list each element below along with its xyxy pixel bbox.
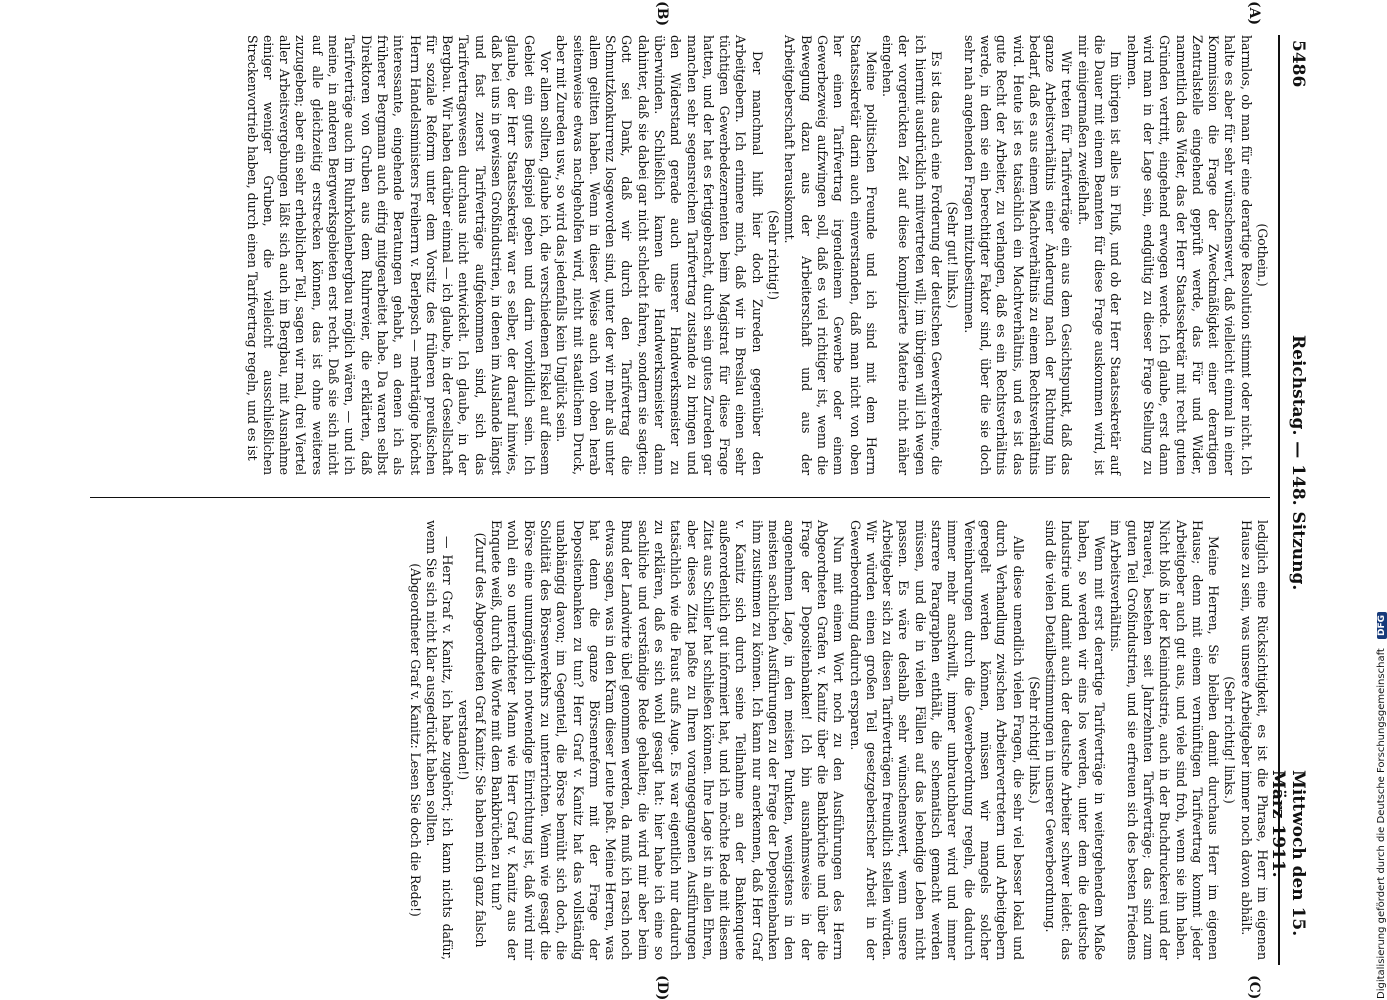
interjection: (Abgeordneter Graf v. Kanitz: Lesen Sie doch die Rede!) bbox=[407, 563, 423, 917]
paragraph: Alle diese unendlich vielen Fragen, die sehr viel besser lokal und durch Verhandlung zwischen Arbeitervertretern und Arbeitgebern geregelt werden können, müssen wir mangels solcher Vereinbarungen durch die Gewerbeordnung regeln, die dadurch immer mehr anschwillt, immer unbrauchbarer wird und immer starrere Paragraphen enthält, die schematisch gemacht werden müssen, und die in vielen Fällen auf das lebendige Leben nicht passen. Es wäre deshalb sehr wünschenswert, wenn unsere Arbeitgeber sich zu diesen Tarifverträgen freundlich stellen würden. Wir würden einen großen Teil gesetzgeberischer Arbeit in der Gewerbeordnung dadurch ersparen. bbox=[847, 520, 1026, 960]
paragraph: Im übrigen ist alles in Fluß, und ob der Herr Staatssekretär auf die Dauer mit einem Beamten für diese Frage auskommen wird, ist mir einigermaßen zweifelhaft. bbox=[1075, 35, 1124, 475]
paragraph: Der manchmal hilft hier doch Zureden gegenüber den Arbeitgebern. Ich erinnere mich, daß wir in Breslau einen sehr tüchtigen Gewerbedezernenten beim Magistrat für diese Frage hatten, und der hat es fertiggebracht, durch sein gutes Zureden gar manchen sehr segensreichen Tarifvertrag zustande zu bringen und den Widerstand gerade auch unserer Handwerksmeister zu überwinden. Schließlich kamen die Handwerksmeister dann dahinter, daß sie dabei gar nicht schlecht fahren, sondern sie sagten: Gott sei Dank, daß wir durch den Tarifvertrag die Schmutzkonkurrenz losgeworden sind, unter der wir mehr als unter allem gelitten haben. Wenn in dieser Weise auch von oben herab seitenweise etwas nachgeholfen wird, nicht mit staatlichem Druck, aber mit Zureden usw., so wird das jedenfalls kein Unglück sein. bbox=[554, 35, 765, 475]
column-divider bbox=[90, 497, 1270, 498]
interjection: (Sehr richtig!) bbox=[766, 210, 782, 300]
header-rule bbox=[1278, 35, 1280, 965]
funding-note bbox=[1376, 612, 1387, 999]
paragraph: lediglich eine Rücksichtigkeit, es ist die Phrase, Herr im eigenen Hause zu sein, was unsere Arbeitgeber immer noch davon abhält. bbox=[1238, 520, 1270, 960]
speaker-label: (Gothein.) bbox=[1255, 223, 1270, 287]
paragraph: Meine politischen Freunde und ich sind mit dem Herrn Staatssekretär darin auch einverstanden, daß man nicht von oben her einen Tarifvertrag irgendeinem Gewerbe oder einem Gewerbezweig aufzwingen soll, daß es viel richtiger ist, wenn die Bewegung dazu aus der Arbeiterschaft und aus der Arbeitgeberschaft herauskommt. bbox=[782, 35, 879, 475]
paragraph: Nun mit einem Wort noch zu den Ausführungen des Herrn Abgeordneten Grafen v. Kanitz über die Bankbrüche und über die Frage der Depositenbanken! Ich bin ausnahmsweise in der angenehmen Lage, in den meisten Punkten, wenigstens in den meisten sachlichen Ausführungen zu der Frage der Depositenbanken ihm zustimmen zu können. Ich kann nur anerkennen, daß Herr Graf v. Kanitz sich durch seine Teilnahme an der Bankenquete außerordentlich gut informiert hat, und ich möchte Rede mit diesem Zitat aus Schiller hat schließen können. Ihre Lage ist in allen Ehren, aber dieses Zitat paßte zu Ihren vorangegangenen Ausführungen tatsächlich wie die Faust aufs Auge. Es war eigentlich nur dadurch zu erklären, daß es sich wohl gesagt hat: hier habe ich eine so sachliche und verständige Rede gehalten; die wird mir aber beim Bund der Landwirte übel genommen werden, da muß ich rasch noch etwas sagen, was in den Kram dieser Leute paßt. Meine Herren, was hat denn die ganze Börsenreform mit der Frage der Depositenbanken zu tun? Herr Graf v. Kanitz hat das vollständig unabhängig davon; im Gegenteil, die Börse bemüht sich doch, die Solidität des Börsenverkehrs zu unterrichten. Wenn wie gesagt die Börse eine unumgänglich notwendige Einrichtung ist, daß wird mir wohl ein so unterrichteter Mann wie Herr Graf v. Kanitz aus der Enquete weiß, durch die Worte mit dem Bankbrüchen zu tun? bbox=[489, 520, 847, 960]
paragraph: Vor allem sollten, glaube ich, die verschiedenen Fiskel auf diesem Gebiet ein gutes Beispiel geben und darin vorbildlich sein. Ich glaube, der Herr Staatssekretär war es selber, der darauf hinwies, daß bei uns in gewissen Großindustrien, in denen im Auslande längst und fast zuerst Tarifverträge aufgekommen sind, sich das Tarifvertragswesen durchaus nicht entwickelt. Ich glaube, in der Bergbau. Wir haben darüber einmal — ich glaube, in der Gesellschaft für soziale Reform unter dem Vorsitz des früheren preußischen Herrn Handelsministers Freiherrn v. Berlepsch — mehrtägige höchst interessante, eingehende Beratungen gehabt, an denen ich als früherer Bergmann auch eifrig mitgearbeitet habe. Da waren selbst Direktoren von Gruben aus dem Ruhrrevier, die erklärten, daß Tarifverträge auch im Ruhrkohlenbergbau möglich wären, — und ich meine, in anderen Bergwerksgebieten erst recht. Daß sie sich nicht auf alle gleichzeitig erstrecken können, das ist ohne weiteres zuzugeben; aber ein sehr erheblicher Teil, sagen wir mal, drei Viertel aller Arbeitsvergebungen läßt sich auch im Bergbau, mit Ausnahme einiger weniger Gruben, die vielleicht ausschließlichen Streckenvortrieb haben, durch einen Tarifvertrag regeln, und es ist bbox=[244, 35, 553, 475]
header-date: Mittwoch den 15. März 1911. bbox=[1268, 770, 1308, 937]
interjection: (Sehr richtig! links.) bbox=[1026, 676, 1042, 804]
interjection: (Sehr gut! links.) bbox=[945, 201, 961, 309]
document-page bbox=[75, 1, 1310, 1000]
right-column bbox=[406, 520, 1270, 960]
paragraph: harmlos, ob man für eine derartige Resolution stimmt oder nicht. Ich halte es aber für sehr wünschenswert, daß vielleicht einmal in einer Kommission die Frage der Zweckmäßigkeit einer derartigen Zentralstelle eingehend geprüft werde, das Für und Wider, namentlich das Wider, das der Herr Staatssekretär mit recht guten Gründen vertritt, eingehend erwogen werde. Ich glaube, erst dann wird man in der Lage sein, endgültig zu dieser Frage Stellung zu nehmen. bbox=[1124, 35, 1254, 475]
margin-mark-d: (D) bbox=[654, 975, 670, 1000]
margin-mark-b: (B) bbox=[654, 1, 670, 27]
page-header bbox=[1268, 35, 1310, 965]
interjection: (Zuruf des Abgeordneten Graf Kanitz: Sie haben mich ganz falsch verstanden!) bbox=[456, 532, 488, 948]
funding-text: Digitalisierung gefördert durch die Deutsche Forschungsgemeinschaft bbox=[1376, 648, 1387, 999]
left-column bbox=[243, 35, 1270, 475]
paragraph: Meine Herren, Sie bleiben damit durchaus Herr im eigenen Hause; denn mit einem vernünftigen Tarifvertrag kommt jeder Arbeitgeber auch gut aus, und viele sind froh, wenn sie ihn haben. Nicht bloß in der Kleinindustrie, auch in der Buchdruckerei und der Brauerei, bestehen seit Jahrzehnten Tarifverträge; das sind zum guten Teil Großindustrien, und sie erfreuen sich des besten Friedens im Arbeitsverhältnis. bbox=[1108, 520, 1222, 960]
dfg-logo-icon: DFG bbox=[1377, 612, 1387, 639]
paragraph: Wenn mit erst derartige Tarifverträge in weitergehendem Maße haben, so werden wir eins los werden, unter dem die deutsche Industrie und damit auch der deutsche Arbeiter schwer leidet: das sind die vielen Detailbestimmungen in unserer Gewerbeordnung. bbox=[1043, 520, 1108, 960]
header-title: Reichstag. — 148. Sitzung. bbox=[1288, 335, 1308, 591]
margin-mark-c: (C) bbox=[1246, 975, 1262, 1000]
paragraph: — Herr Graf v. Kanitz, ich habe zugehört; ich kann nichts dafür, wenn Sie sich nicht klar ausgedrückt haben sollten. bbox=[423, 520, 456, 960]
paragraph: Es ist das auch eine Forderung der deutschen Gewerkvereine, die ich hiermit ausdrücklich mitvertreten will; im übrigen will ich wegen der vorgerückten Zeit auf diese komplizierte Materie nicht näher eingehen. bbox=[880, 35, 945, 475]
paragraph: Wir treten für Tarifverträge ein aus dem Gesichtspunkt, daß das ganze Arbeitsverhältnis einer Änderung nach der Richtung hin bedarf, daß es aus einem Machtverhältnis zu einem Rechtsverhältnis wird. Heute ist es tatsächlich ein Machtverhältnis, und es ist das gute Recht der Arbeiter, zu verlangen, daß es ein Rechtsverhältnis werde, in dem sie ein berechtigter Faktor sind, über die sie doch sehr nah angehenden Fragen mitzubestimmen. bbox=[961, 35, 1075, 475]
page-number: 5486 bbox=[1288, 40, 1308, 88]
margin-mark-a: (A) bbox=[1246, 1, 1262, 26]
interjection: (Sehr richtig! links.) bbox=[1222, 676, 1238, 804]
